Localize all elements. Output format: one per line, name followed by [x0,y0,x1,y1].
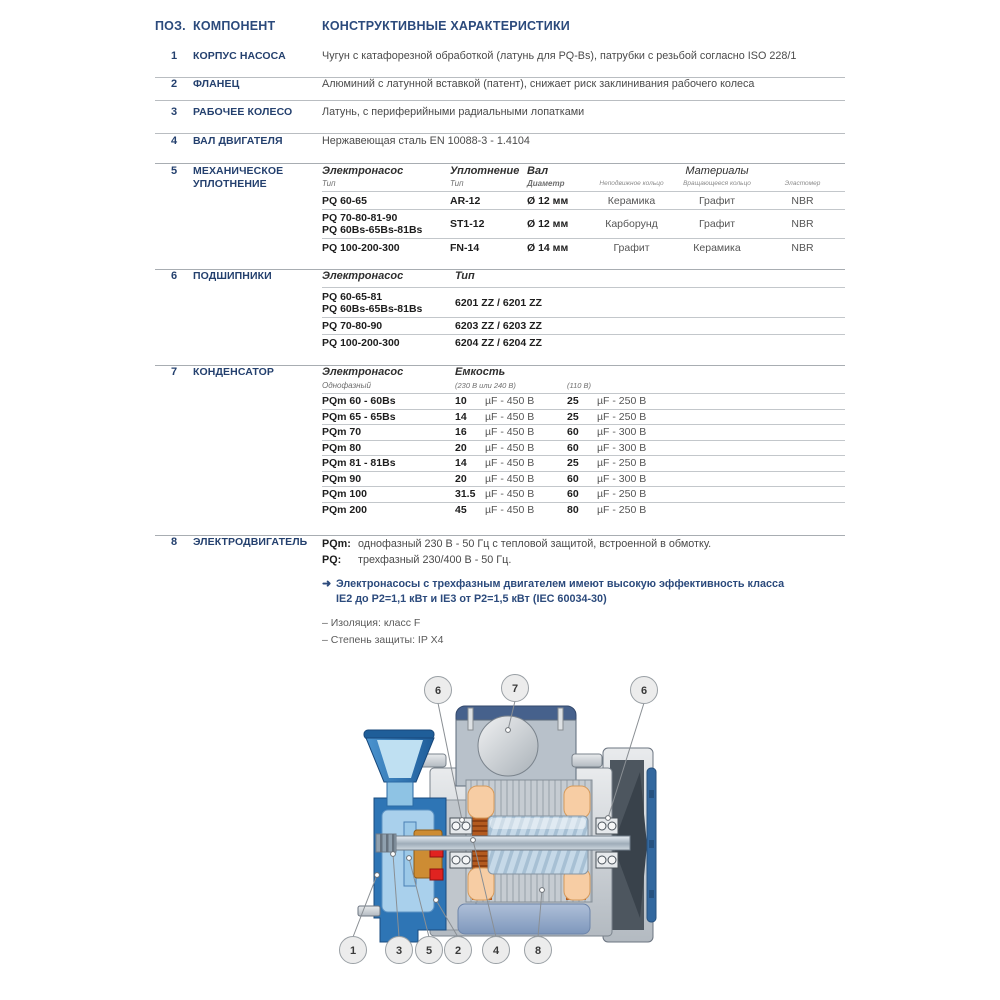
component-description: Латунь, с периферийными радиальными лопатками [322,106,585,118]
svg-text:6: 6 [434,685,442,697]
capacitance-230v-value: 16 [455,426,467,439]
capacitance-230v-unit: µF - 450 В [485,488,535,501]
header-pos: ПОЗ. [155,19,186,33]
callout-1 [340,937,367,964]
shaft-diameter: Ø 12 мм [527,194,569,207]
sub-header: (230 В или 240 В) [455,381,516,390]
component-name: МЕХАНИЧЕСКОЕ УПЛОТНЕНИЕ [193,165,284,190]
fixed-ring: Керамика [607,194,656,207]
capacitor-row [322,394,845,410]
svg-text:8: 8 [534,945,542,957]
capacitor-row [322,472,845,488]
capacitance-110v-value: 60 [567,441,579,454]
capacitance-230v-value: 20 [455,472,467,485]
pump-model: PQm 81 - 81Bs [322,457,396,470]
model-text: однофазный 230 В - 50 Гц с тепловой защитой, встроенной в обмотку. [358,538,712,550]
row-pos: 2 [170,78,178,90]
insulation-note: – Изоляция: класс F [322,617,421,629]
table-row [155,77,845,101]
col-header: Электронасос [322,366,404,378]
capacitance-230v-value: 10 [455,395,467,408]
capacitance-110v-unit: µF - 250 В [597,395,647,408]
hose-barb-right [572,754,602,767]
capacitance-110v-value: 25 [567,395,579,408]
capacitor-table [322,366,845,517]
pump-model: PQm 100 [322,488,367,501]
sub-header: Вращающееся кольцо [683,180,751,187]
sub-header: Тип [450,179,464,188]
model-label: PQm: [322,538,351,550]
section-capacitor [155,358,845,536]
capacitance-110v-value: 60 [567,472,579,485]
capacitance-230v-value: 31.5 [455,488,476,501]
rotating-ring: Графит [698,218,736,230]
capacitance-230v-unit: µF - 450 В [485,395,535,408]
col-header: Тип [455,270,475,282]
header-component: КОМПОНЕНТ [193,19,276,33]
model-text: трехфазный 230/400 В - 50 Гц. [358,554,512,566]
capacitance-110v-unit: µF - 250 В [597,503,647,516]
capacitance-230v-unit: µF - 450 В [485,441,535,454]
row-pos: 1 [170,50,178,62]
fixed-ring: Графит [613,242,650,254]
pump-model: PQ 60-65-81 PQ 60Bs-65Bs-81Bs [322,290,423,315]
row-pos: 4 [170,135,178,147]
header-characteristics: КОНСТРУКТИВНЫЕ ХАРАКТЕРИСТИКИ [322,19,570,33]
seal-row [322,210,845,239]
bearing-type: 6203 ZZ / 6203 ZZ [455,320,542,332]
motor-details [322,536,845,649]
capacitance-110v-unit: µF - 300 В [597,426,647,439]
col-header: Емкость [455,366,506,378]
capacitance-110v-unit: µF - 300 В [597,441,647,454]
seal-row [322,192,845,210]
svg-text:1: 1 [349,945,357,957]
capacitance-110v-unit: µF - 250 В [597,457,647,470]
bearing-type: 6204 ZZ / 6204 ZZ [455,337,542,349]
capacitance-230v-value: 45 [455,503,467,516]
table-row [155,44,845,78]
component-description: Нержавеющая сталь EN 10088-3 - 1.4104 [322,135,530,147]
capacitance-110v-value: 25 [567,410,579,423]
protection-note: – Степень защиты: IP X4 [322,634,444,646]
sub-header: Диаметр [527,179,565,188]
capacitor-row [322,487,845,503]
capacitance-110v-unit: µF - 250 В [597,410,647,423]
table-header [155,19,845,33]
motor-base [458,904,590,934]
pump-model: PQm 65 - 65Bs [322,410,396,423]
callout-5 [416,937,443,964]
pump-model: PQ 70-80-81-90 PQ 60Bs-65Bs-81Bs [322,212,423,236]
col-header: Уплотнение [450,165,520,177]
sub-header: Эластомер [784,180,821,187]
component-name: ЭЛЕКТРОДВИГАТЕЛЬ [193,536,308,548]
note-text: Электронасосы с трехфазным двигателем имеют высокую эффективность класса IE2 до P2=1,1 кВт и IE3 от P2=1,5 кВт (IEC 60034-30) [336,578,785,605]
shaft-diameter: Ø 14 мм [527,242,569,254]
component-name: КОРПУС НАСОСА [193,50,286,62]
seal-type: FN-14 [450,242,480,254]
seal-table [322,165,845,257]
sub-header: (110 В) [567,381,592,390]
callout-6-left [425,677,452,704]
section-bearings [155,262,845,366]
pump-model: PQm 60 - 60Bs [322,395,396,408]
capacitor-housing [456,706,576,786]
col-header: Электронасос [322,270,404,282]
shaft-diameter: Ø 12 мм [527,218,569,230]
section-motor [155,528,845,649]
callout-8 [525,937,552,964]
bearing-type: 6201 ZZ / 6201 ZZ [455,296,542,309]
svg-text:7: 7 [511,683,519,695]
seal-row [322,239,845,257]
sub-header: Однофазный [322,381,371,390]
rotating-ring: Графит [698,194,736,207]
svg-text:2: 2 [454,945,462,957]
mechanical-seal [430,869,443,880]
capacitance-110v-value: 80 [567,503,579,516]
capacitance-230v-unit: µF - 450 В [485,503,535,516]
capacitance-230v-value: 20 [455,441,467,454]
component-name: РАБОЧЕЕ КОЛЕСО [193,106,293,118]
row-pos: 8 [170,536,178,548]
elastomer: NBR [791,242,814,254]
efficiency-note [322,577,845,606]
component-description: Чугун с катафорезной обработкой (латунь для PQ-Bs), патрубки с резьбой согласно ISO 228/1 [322,50,797,62]
pump-model: PQm 90 [322,472,362,485]
capacitance-110v-value: 60 [567,426,579,439]
svg-text:3: 3 [395,945,403,957]
bearings-table [322,270,845,351]
arrow-icon: ➜ [322,578,332,590]
row-pos: 3 [170,106,178,118]
svg-text:5: 5 [425,945,433,957]
callout-4 [483,937,510,964]
capacitance-230v-unit: µF - 450 В [485,472,535,485]
callout-6-right [631,677,658,704]
svg-text:4: 4 [492,945,500,957]
capacitance-230v-value: 14 [455,410,467,423]
capacitor-row [322,456,845,472]
sub-header: Тип [322,179,336,188]
model-label: PQ: [322,554,342,566]
component-name: ПОДШИПНИКИ [193,270,272,282]
component-name: КОНДЕНСАТОР [193,366,275,378]
component-name: ФЛАНЕЦ [193,78,240,90]
capacitance-110v-value: 25 [567,457,579,470]
capacitor-row [322,441,845,457]
capacitance-110v-value: 60 [567,488,579,501]
capacitor-row [322,425,845,441]
bearing-row [322,335,845,351]
row-pos: 6 [170,270,178,282]
capacitance-230v-unit: µF - 450 В [485,457,535,470]
motor-shaft [376,834,630,852]
seal-type: ST1-12 [450,218,485,230]
callout-2 [445,937,472,964]
callout-7 [502,675,529,702]
elastomer: NBR [791,194,814,207]
row-pos: 5 [170,165,178,177]
pump-model: PQ 70-80-90 [322,320,383,332]
capacitor-row [322,503,845,518]
pump-model: PQm 200 [322,503,367,516]
seal-type: AR-12 [450,194,481,207]
capacitance-110v-unit: µF - 300 В [597,472,647,485]
sub-header: Неподвижное кольцо [599,180,664,187]
bearing-row [322,288,845,318]
fixed-ring: Карборунд [605,218,658,230]
callout-3 [386,937,413,964]
section-mechanical-seal [155,157,845,270]
capacitance-230v-unit: µF - 450 В [485,426,535,439]
svg-text:6: 6 [640,685,648,697]
bearing-row [322,318,845,335]
elastomer: NBR [791,218,814,230]
component-name: ВАЛ ДВИГАТЕЛЯ [193,135,283,147]
col-header: Электронасос [322,165,404,177]
pump-model: PQm 70 [322,426,362,439]
capacitance-230v-value: 14 [455,457,467,470]
pump-model: PQm 80 [322,441,362,454]
pump-model: PQ 60-65 [322,194,367,207]
col-header: Вал [527,165,549,177]
capacitor-row [322,410,845,426]
pump-model: PQ 100-200-300 [322,242,400,254]
component-description: Алюминий с латунной вставкой (патент), снижает риск заклинивания рабочего колеса [322,78,755,90]
motor-pqm-line [322,536,845,552]
capacitance-110v-unit: µF - 250 В [597,488,647,501]
motor-pq-line [322,552,845,568]
pump-cutaway-diagram [320,650,680,980]
col-header: Материалы [685,165,749,177]
rotating-ring: Керамика [693,242,741,254]
suction-funnel [364,730,434,806]
row-pos: 7 [170,366,178,378]
capacitance-230v-unit: µF - 450 В [485,410,535,423]
capacitor [478,716,538,776]
pump-model: PQ 100-200-300 [322,337,400,349]
